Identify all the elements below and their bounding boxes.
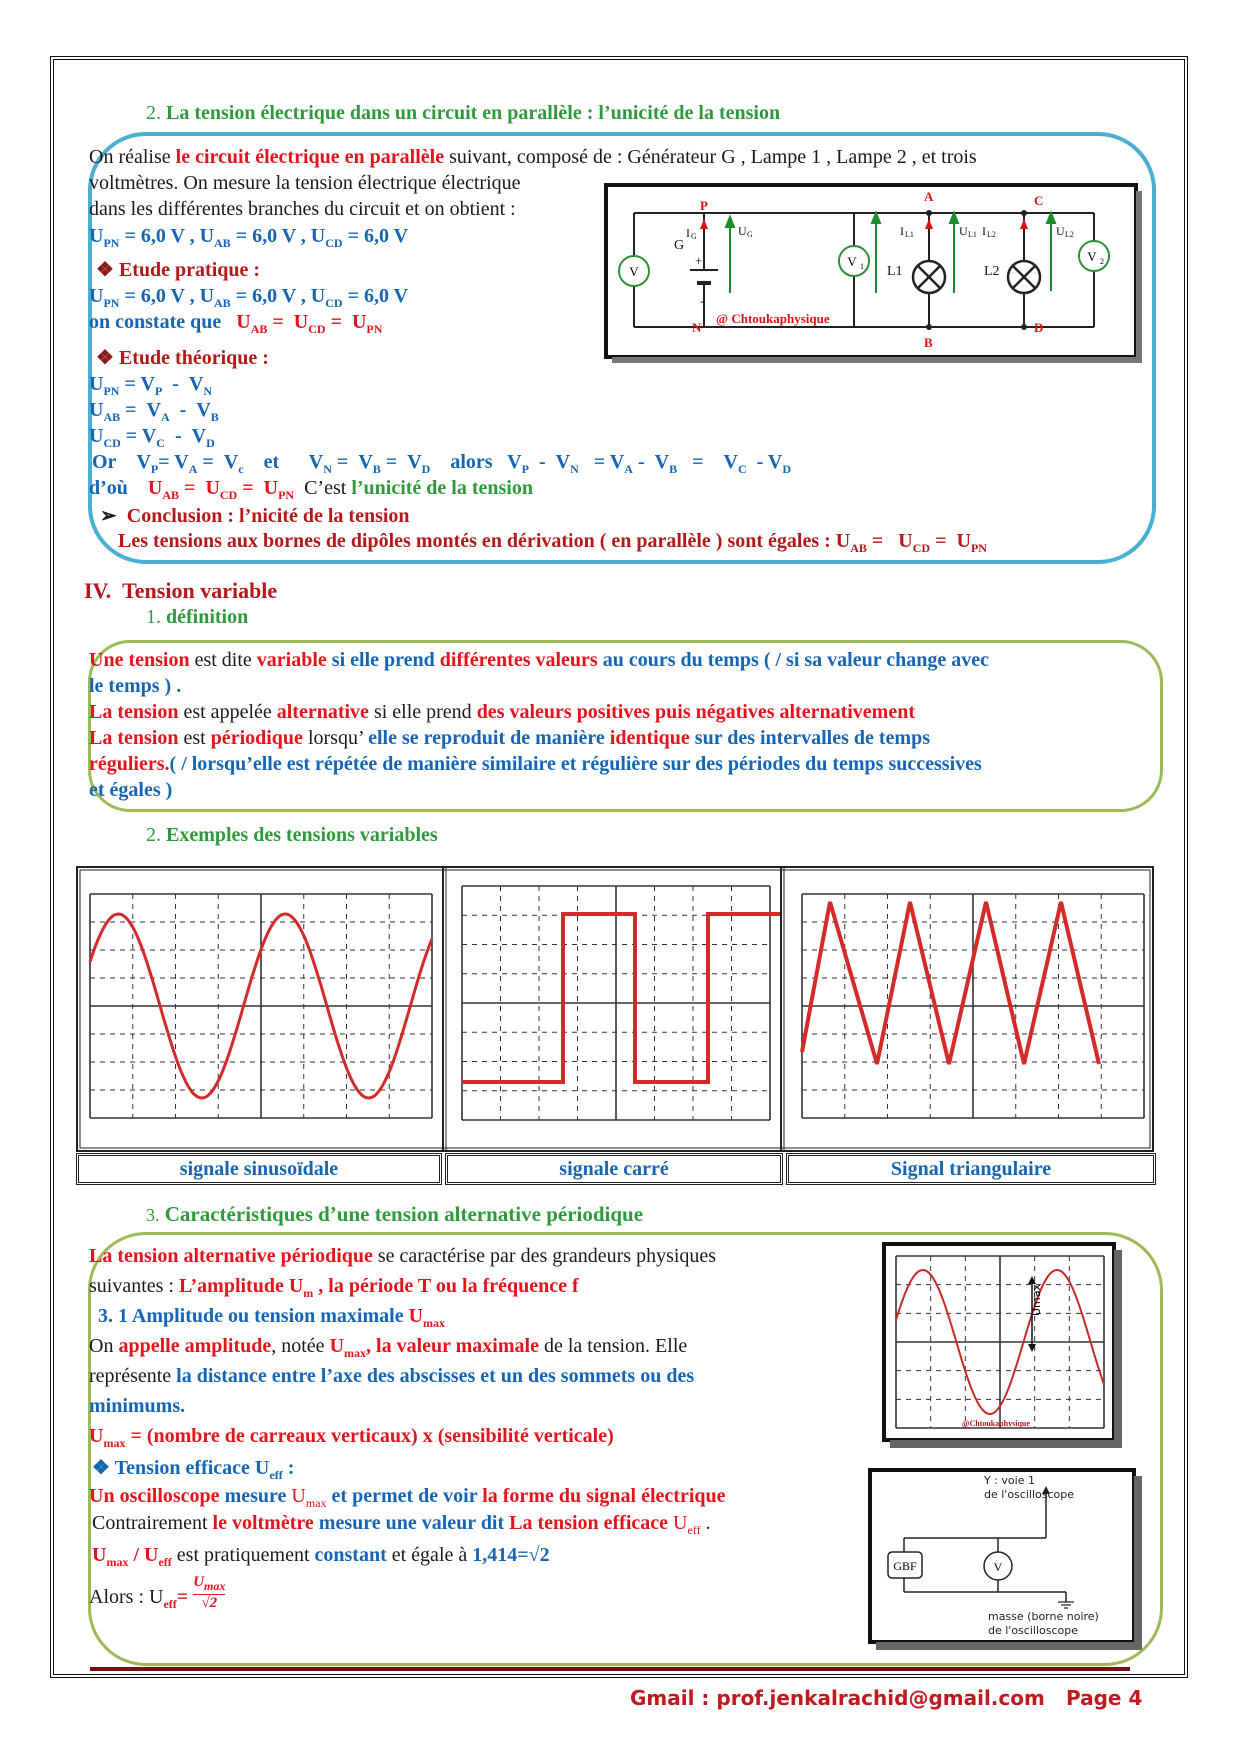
defp3-run-2: périodique bbox=[210, 727, 303, 749]
amplitude-heading: 3. 1 Amplitude ou tension maximale $U_{max}$ bbox=[98, 1305, 446, 1330]
svg-text:L1: L1 bbox=[905, 230, 914, 239]
examples-heading: 2. Exemples des tensions variables bbox=[146, 824, 438, 846]
gbf-oscilloscope-circuit bbox=[868, 1468, 1144, 1654]
defp1-run-2: variable bbox=[256, 649, 327, 671]
defp3-run-4: elle se reproduit de manière bbox=[368, 727, 610, 749]
defp3-run-6: sur des intervalles de temps bbox=[689, 727, 930, 749]
oscilloscope-line: Un oscilloscope mesure $U_{max}$ et permet de voir la forme du signal électrique bbox=[89, 1485, 726, 1510]
amplitude-line-3: minimums. bbox=[89, 1395, 186, 1417]
def-line-3 bbox=[89, 727, 930, 750]
svg-text:1: 1 bbox=[860, 262, 864, 271]
amplitude-line-1: On appelle amplitude, notée $U_{max}$, la valeur maximale de la tension. Elle bbox=[89, 1335, 688, 1360]
defp2-run-3: si elle prend bbox=[368, 701, 477, 723]
svg-text:G: G bbox=[747, 230, 753, 239]
conclusion-heading: ➢ Conclusion : l’nicité de la tension bbox=[100, 505, 410, 527]
square-grid bbox=[462, 886, 770, 1120]
defp2-run-2: alternative bbox=[276, 701, 369, 723]
dou-line: d’où $U_{AB} = U_{CD} = U_{PN}$ C’est l’unicité de la tension bbox=[89, 477, 533, 502]
lamp-l2 bbox=[1008, 261, 1040, 293]
svg-text:I: I bbox=[900, 224, 904, 238]
amplitude-line-2: représente la distance entre l’axe des abscisses et un des sommets ou des bbox=[89, 1365, 695, 1387]
constate-line: on constate que $U_{AB} = U_{CD} = U_{PN}$ bbox=[89, 311, 383, 336]
circuit-shadow-bottom bbox=[612, 357, 1142, 363]
caption-square: signale carré bbox=[445, 1153, 783, 1185]
defp2-run-4: des valeurs positives puis négatives alternativement bbox=[476, 701, 915, 723]
svg-text:@Chtoukaphysique: @Chtoukaphysique bbox=[962, 1419, 1030, 1428]
ratio-line: $U_{max} / U_{eff}$ est pratiquement constant et égale à 1,414=√2 bbox=[92, 1544, 550, 1569]
svg-text:Umax: Umax bbox=[1030, 1283, 1043, 1316]
svg-text:2: 2 bbox=[1100, 257, 1104, 266]
conclusion-text: Les tensions aux bornes de dipôles montés en dérivation ( en parallèle ) sont égales : $U_{AB} = U_{CD} = U_{PN}$ bbox=[118, 530, 987, 555]
svg-text:masse (borne noire): masse (borne noire) bbox=[988, 1610, 1099, 1623]
defp1-run-0: Une tension bbox=[89, 649, 190, 671]
svg-text:I: I bbox=[982, 224, 986, 238]
svg-text:U: U bbox=[1056, 224, 1065, 238]
def-line-3c: et égales ) bbox=[89, 779, 173, 801]
svg-text:B: B bbox=[924, 335, 933, 350]
defp3-run-3: lorsqu’ bbox=[302, 727, 369, 749]
definition-heading: 1. définition bbox=[146, 606, 249, 628]
def-line-2 bbox=[89, 701, 915, 724]
svg-text:L2: L2 bbox=[984, 264, 1000, 279]
defp3-run-1: est bbox=[178, 727, 211, 749]
intro-line-2: voltmètres. On mesure la tension électrique électrique bbox=[89, 172, 521, 194]
footer-rule bbox=[90, 1667, 1130, 1671]
defp3-run-5: identique bbox=[609, 727, 690, 749]
svg-text:L2: L2 bbox=[1065, 230, 1074, 239]
def-line-1b: le temps ) . bbox=[89, 675, 182, 697]
svg-text:V: V bbox=[629, 264, 639, 279]
defp1-run-3: si elle prend bbox=[326, 649, 440, 671]
svg-text:de l'oscilloscope: de l'oscilloscope bbox=[988, 1624, 1078, 1637]
svg-text:-: - bbox=[700, 293, 705, 308]
svg-text:P: P bbox=[700, 198, 708, 213]
signal-examples bbox=[76, 866, 1156, 1154]
defp1-run-1: est dite bbox=[189, 649, 257, 671]
defp2-run-0: La tension bbox=[89, 701, 179, 723]
intro-line-3: dans les différentes branches du circuit et on obtient : bbox=[89, 198, 516, 220]
char-line-2: suivantes : L’amplitude $U_m$ , la période T ou la fréquence f bbox=[89, 1275, 579, 1300]
uab-equation: $U_{AB} = V_A - V_B$ bbox=[89, 399, 219, 424]
measurement-line-1: $U_{PN} = 6,0$ V , $U_{AB} = 6,0$ V , $U_{CD} = 6,0$ V bbox=[89, 225, 409, 250]
svg-text:D: D bbox=[1034, 320, 1044, 335]
circuit-shadow-right bbox=[1136, 191, 1142, 363]
lamp-l1 bbox=[913, 261, 945, 293]
svg-text:+: + bbox=[695, 253, 703, 268]
voltmeter-line: Contrairement le voltmètre mesure une valeur dit La tension efficace $U_{eff}$ . bbox=[92, 1512, 711, 1537]
square-wave bbox=[462, 914, 780, 1082]
triangle-wave bbox=[802, 902, 1099, 1064]
svg-text:Y : voie 1: Y : voie 1 bbox=[984, 1474, 1035, 1487]
svg-text:V: V bbox=[1087, 249, 1097, 264]
section-iv-heading: IV. Tension variable bbox=[84, 578, 278, 603]
svg-text:V: V bbox=[993, 1560, 1003, 1574]
sine-grid bbox=[90, 894, 432, 1118]
svg-text:G: G bbox=[674, 238, 685, 253]
parallel-circuit-diagram bbox=[604, 183, 1144, 365]
section-2-heading: 2. La tension électrique dans un circuit en parallèle : l’unicité de la tension bbox=[146, 102, 781, 124]
footer-page-number: Page 4 bbox=[1066, 1686, 1143, 1710]
svg-text:@ Chtoukaphysique: @ Chtoukaphysique bbox=[716, 311, 830, 326]
ueff-formula: Alors : $U_{eff}=$ $U_{max}$ √2 bbox=[89, 1574, 226, 1612]
etude-pratique-heading: ❖ Etude pratique : bbox=[96, 259, 261, 281]
etude-theorique-heading: ❖ Etude théorique : bbox=[96, 347, 269, 369]
caption-sinusoidal: signale sinusoïdale bbox=[76, 1153, 442, 1185]
umax-formula: $U_{max}$ = (nombre de carreaux verticaux) x (sensibilité verticale) bbox=[89, 1425, 614, 1450]
footer-email: Gmail : prof.jenkalrachid@gmail.com bbox=[630, 1686, 1045, 1710]
svg-text:V: V bbox=[847, 254, 857, 269]
oscilloscope-screen bbox=[882, 1242, 1126, 1450]
section-3-heading: 3. Caractéristiques d’une tension alternative périodique bbox=[146, 1202, 644, 1226]
defp1-run-4: différentes valeurs bbox=[439, 649, 598, 671]
svg-text:GBF: GBF bbox=[893, 1559, 917, 1573]
upn-equation: $U_{PN} = V_P - V_N$ bbox=[89, 373, 213, 398]
measurement-line-2: $U_{PN} = 6,0$ V , $U_{AB} = 6,0$ V , $U_{CD} = 6,0$ V bbox=[89, 285, 409, 310]
svg-text:I: I bbox=[686, 226, 690, 240]
circuit-frame bbox=[606, 185, 1136, 357]
svg-text:U: U bbox=[959, 224, 968, 238]
defp3-run-0: La tension bbox=[89, 727, 179, 749]
svg-text:G: G bbox=[691, 232, 697, 241]
svg-text:N: N bbox=[692, 320, 702, 335]
defp2-run-1: est appelée bbox=[178, 701, 277, 723]
svg-text:L1: L1 bbox=[887, 264, 903, 279]
caption-triangular: Signal triangulaire bbox=[786, 1153, 1156, 1185]
svg-text:L1: L1 bbox=[968, 230, 977, 239]
intro-line-1: On réalise le circuit électrique en parallèle suivant, composé de : Générateur G , Lampe 1 , Lampe 2 , et trois bbox=[89, 146, 977, 168]
tension-efficace-heading: ❖ Tension efficace $U_{eff}$ : bbox=[92, 1457, 295, 1482]
or-line: Or $V_P= V_A = V_c$ et $V_N = V_B = V_D$ alors $V_P - V_N = V_A - V_B$ = $V_C - V_D$ bbox=[92, 451, 792, 476]
def-line-1 bbox=[89, 649, 989, 672]
svg-text:A: A bbox=[924, 189, 934, 204]
def-line-3b: réguliers.( / lorsqu’elle est répétée de manière similaire et régulière sur des périodes du temps successives bbox=[89, 753, 982, 775]
svg-text:L2: L2 bbox=[987, 230, 996, 239]
triangle-grid bbox=[802, 894, 1144, 1118]
svg-text:C: C bbox=[1034, 193, 1044, 208]
defp1-run-5: au cours du temps ( / si sa valeur change avec bbox=[597, 649, 990, 671]
svg-text:de l'oscilloscope: de l'oscilloscope bbox=[984, 1488, 1074, 1501]
ucd-equation: $U_{CD} = V_C - V_D$ bbox=[89, 425, 215, 450]
char-line-1: La tension alternative périodique se caractérise par des grandeurs physiques bbox=[89, 1245, 717, 1267]
svg-text:U: U bbox=[738, 224, 747, 238]
